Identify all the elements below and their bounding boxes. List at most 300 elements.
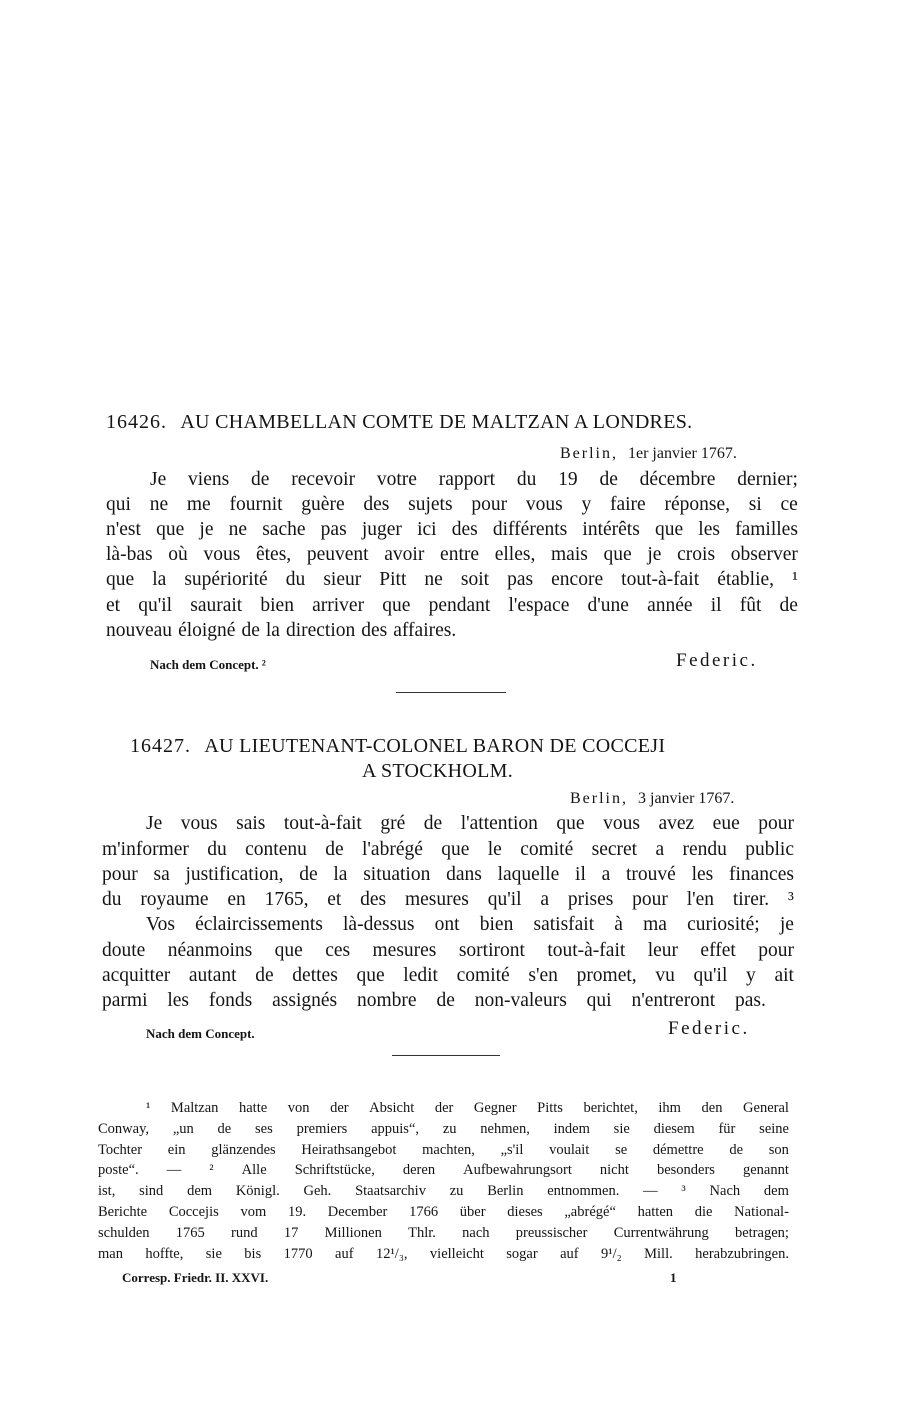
word: pas [507,569,534,590]
word: tout-à-fait [283,813,362,834]
word: ses [255,1121,273,1137]
word: que [603,544,632,565]
letter-1-signature: Federic. [676,650,758,671]
word: 19. [287,1204,307,1220]
word: appuis“, [371,1121,420,1137]
word: fût [739,595,762,616]
word: les [167,990,190,1011]
word: supériorité [184,569,268,590]
word: avez [658,813,695,834]
word: voulait [549,1142,590,1158]
word: l'espace [508,595,570,616]
word: des [361,620,388,641]
letter-2-line [102,864,794,886]
word: son [768,1142,789,1158]
word: von [287,1100,310,1116]
word: vielleicht [429,1246,484,1262]
word: genannt [743,1162,789,1178]
word: l'en [686,889,715,910]
word: December [327,1204,388,1220]
word: que [156,519,185,540]
letter-2-heading [130,735,665,758]
word: acquitter [102,965,171,986]
word: a [655,839,665,860]
letter-2-title-line-2: A STOCKHOLM. [362,760,514,782]
word: pour [471,494,508,515]
word: s'en [528,965,558,986]
word: 1765 [175,1225,205,1241]
word: deren [402,1162,436,1178]
letter-1-line [106,544,798,566]
page-footer-signature: Corresp. Friedr. II. XXVI. [122,1270,269,1285]
word: hatten [637,1204,674,1220]
word: y [581,494,592,515]
word: rapport [438,469,496,490]
word: l'abrégé [361,839,423,860]
word: 9¹/₂ [601,1246,622,1262]
word: public [745,839,794,860]
word: des [451,519,478,540]
footnote-line [98,1142,789,1159]
word: soit [460,569,490,590]
word: ne [228,519,248,540]
word: affaires. [393,620,457,641]
word: poste“. [98,1162,139,1178]
word: Berichte [98,1204,148,1220]
word: décembre [639,469,716,490]
word: 1766 [409,1204,439,1220]
word: ce [780,494,798,515]
word: du [207,839,227,860]
word: direction [285,620,356,641]
word: Conway, [98,1121,150,1137]
sheet-mark: 1 [670,1270,677,1285]
word: me [186,494,211,515]
word: sieur [323,569,362,590]
letter-2-line [102,990,766,1012]
word: nicht [599,1162,629,1178]
word: eue [712,813,740,834]
word: bien [479,914,514,935]
word: que [274,940,303,961]
letter-2-dateline [570,790,734,808]
word: qu'il [693,965,728,986]
word: qui [586,990,612,1011]
word: en [227,889,246,910]
word: vu [655,965,675,986]
word: bien [260,595,294,616]
word: les [691,864,714,885]
word: Königl. [235,1183,280,1199]
word: mesures [404,889,469,910]
word: 1765, [264,889,309,910]
word: sortiront [458,940,525,961]
section-divider [392,1055,500,1056]
word: d'une [587,595,629,616]
letter-2-line [102,965,794,987]
word: juger [361,519,402,540]
letter-1-date: 1er janvier 1767. [628,445,737,462]
word: „abrégé“ [564,1204,616,1220]
letter-2-source-note: Nach dem Concept. [146,1026,255,1041]
word: dem [763,1183,789,1199]
word: premiers [296,1121,348,1137]
word: ein [167,1142,186,1158]
word: entnommen. [547,1183,620,1199]
word: des [360,889,387,910]
word: machten, [422,1142,475,1158]
word: tirer. [732,889,770,910]
word: comité [456,965,510,986]
word: encore [551,569,604,590]
word: faire [609,494,646,515]
word: „un [172,1121,194,1137]
word: trouvé [626,864,676,885]
word: ihm [658,1100,681,1116]
word: viens [188,469,230,490]
word: et [327,889,342,910]
word: réponse, [664,494,730,515]
word: vous [603,813,640,834]
word: sie [613,1121,630,1137]
word: familles [735,519,798,540]
word: General [743,1100,789,1116]
word: sache [262,519,306,540]
word: hatte [239,1100,268,1116]
word: à [614,914,623,935]
word: Tochter [98,1142,143,1158]
letter-1-heading [106,411,692,434]
word: avoir [384,544,425,565]
word: éloigné [178,620,236,641]
word: nouveau [106,620,173,641]
word: 17 [283,1225,299,1241]
word: besonders [656,1162,715,1178]
word: ledit [403,965,438,986]
word: tout-à-fait [621,569,700,590]
word: parmi [102,990,148,1011]
word: du [102,889,122,910]
word: là-dessus [343,914,415,935]
word: tout-à-fait [547,940,626,961]
word: sind [139,1183,164,1199]
word: comité [520,839,574,860]
word: il [575,864,586,885]
word: vous [180,813,218,834]
footnote-line [98,1121,789,1138]
word: royaume [140,889,209,910]
word: il [710,595,722,616]
word: de [255,965,274,986]
word: vom [240,1204,267,1220]
word: peuvent [306,544,369,565]
word: que [356,965,385,986]
word: que [382,595,411,616]
word: ces [325,940,351,961]
word: Coccejis [168,1204,219,1220]
word: Gegner [473,1100,517,1116]
word: le [487,839,502,860]
footnote-line [98,1204,789,1221]
word: fonds [208,990,253,1011]
word: saurait [190,595,243,616]
letter-2-line [102,940,794,962]
word: pour [102,864,138,885]
word: du [285,569,306,590]
word: doute [102,940,146,961]
letter-2-title-line-1: AU LIEUTENANT-COLONEL BARON DE COCCEJI [204,735,666,757]
letter-2-line [146,914,794,936]
letter-1-line [106,569,798,591]
word: Berlin [487,1183,524,1199]
word: justification, [185,864,284,885]
letter-1-line [106,494,798,516]
word: que [654,519,684,540]
word: la [265,620,280,641]
word: qu'il [487,889,522,910]
word: zu [442,1121,457,1137]
word: crois [677,544,716,565]
word: curiosité; [687,914,760,935]
word: de [729,1142,744,1158]
word: ne [149,494,169,515]
word: Mill. [644,1246,673,1262]
word: nombre [357,990,417,1011]
word: Heirathsangebot [301,1142,397,1158]
word: de [325,839,344,860]
word: gré [380,813,406,834]
word: Vos [146,914,175,935]
word: je [779,914,794,935]
word: et [106,595,121,616]
letter-1-place: Berlin, [560,445,618,462]
word: secret [591,839,638,860]
word: vous [203,544,241,565]
word: n'est [106,519,141,540]
word: ici [417,519,437,540]
word: sujets [408,494,453,515]
word: dettes [292,965,338,986]
word: diesem [653,1121,695,1137]
word: la [152,569,167,590]
word: éclaircissements [195,914,323,935]
letter-1-number: 16426. [106,411,167,433]
letter-2-line [102,889,794,911]
word: satisfait [533,914,595,935]
word: pendant [428,595,491,616]
word: des [363,494,390,515]
word: les [698,519,720,540]
word: je [647,544,662,565]
word: mais [551,544,588,565]
word: guère [301,494,345,515]
letter-2-line [146,813,794,835]
word: ist, [98,1183,116,1199]
word: qu'il [138,595,173,616]
word: différents [492,519,568,540]
word: glänzendes [211,1142,276,1158]
word: über [459,1204,486,1220]
word: a [540,889,550,910]
word: schulden [98,1225,150,1241]
word: auf [335,1246,354,1262]
word: ² [209,1162,214,1178]
word: rund [231,1225,258,1241]
word: Pitts [537,1100,563,1116]
word: que [441,839,470,860]
word: Pitt [379,569,407,590]
word: dernier; [737,469,798,490]
word: 12¹/₃, [375,1246,408,1262]
word: nehmen, [480,1121,530,1137]
word: que [106,569,135,590]
word: Schriftstücke, [294,1162,375,1178]
word: sa [153,864,170,885]
word: situation [363,864,431,885]
word: sogar [506,1246,538,1262]
word: y [746,965,756,986]
word: hoffte, [145,1246,184,1262]
word: den [701,1100,723,1116]
word: Thlr. [408,1225,436,1241]
word: pas [320,519,347,540]
word: de [241,620,260,641]
word: qui [106,494,131,515]
word: laquelle [497,864,560,885]
word: 19 [558,469,578,490]
word: assignés [272,990,338,1011]
word: vous [525,494,563,515]
word: pour [758,940,794,961]
word: leur [647,940,679,961]
word: de [436,990,455,1011]
word: indem [553,1121,590,1137]
word: „s'il [500,1142,524,1158]
word: ³ [681,1183,686,1199]
word: effet [700,940,736,961]
word: ³ [787,889,794,910]
word: pas. [735,990,766,1011]
word: je [199,519,214,540]
word: intérêts [582,519,640,540]
word: recevoir [291,469,356,490]
word: entre [440,544,480,565]
word: de [251,469,270,490]
word: man [98,1246,123,1262]
word: l'attention [460,813,538,834]
word: êtes, [255,544,292,565]
word: auf [560,1246,579,1262]
word: ait [774,965,794,986]
word: bis [244,1246,262,1262]
word: que [556,813,585,834]
letter-2-place: Berlin, [570,790,628,807]
word: sie [205,1246,222,1262]
word: der [434,1100,454,1116]
word: Alle [241,1162,267,1178]
word: non-valeurs [474,990,567,1011]
word: néanmoins [167,940,253,961]
section-divider [396,692,506,693]
word: dem [187,1183,213,1199]
word: de [779,595,798,616]
word: mesures [372,940,437,961]
letter-2-number: 16427. [130,735,191,757]
letter-2-line [102,839,794,861]
word: de [299,864,318,885]
word: finances [728,864,794,885]
word: arriver [312,595,365,616]
word: National- [734,1204,789,1220]
word: seine [759,1121,789,1137]
word: Currentwährung [613,1225,709,1241]
word: zu [449,1183,464,1199]
word: ¹ [146,1100,151,1116]
word: sais [236,813,266,834]
word: Absicht [369,1100,415,1116]
word: si [748,494,762,515]
word: herabzubringen. [695,1246,789,1262]
letter-1-line [106,620,798,642]
word: — [643,1183,658,1199]
word: autant [188,965,237,986]
word: elles, [494,544,536,565]
letter-2-signature: Federic. [668,1018,750,1039]
word: Staatsarchiv [355,1183,426,1199]
word: de [599,469,618,490]
word: ¹ [792,569,798,590]
word: Millionen [324,1225,382,1241]
word: ma [643,914,667,935]
word: la [333,864,348,885]
word: preussischer [515,1225,588,1241]
word: a [601,864,611,885]
footnote-line [98,1246,789,1263]
word: dans [446,864,482,885]
word: Aufbewahrungsort [463,1162,572,1178]
letter-1-line [106,519,798,541]
word: se [615,1142,628,1158]
word: pour [758,813,794,834]
word: votre [376,469,417,490]
word: où [168,544,188,565]
word: établie, [717,569,775,590]
word: là-bas [106,544,153,565]
word: observer [730,544,798,565]
word: m'informer [102,839,189,860]
word: der [330,1100,349,1116]
word: fournit [229,494,283,515]
word: démettre [652,1142,704,1158]
word: betragen; [734,1225,789,1241]
word: contenu [245,839,307,860]
word: rendu [682,839,727,860]
word: ont [434,914,460,935]
word: Nach [709,1183,741,1199]
footnote-line [98,1225,789,1242]
word: ne [424,569,443,590]
letter-1-source-note: Nach dem Concept. ² [150,657,266,672]
letter-1-dateline [560,445,737,463]
word: prises [567,889,614,910]
footnote-line [146,1100,789,1117]
word: Je [150,469,167,490]
word: 1770 [283,1246,313,1262]
word: dieses [507,1204,543,1220]
word: de [423,813,443,834]
word: n'entreront [631,990,716,1011]
word: année [647,595,693,616]
